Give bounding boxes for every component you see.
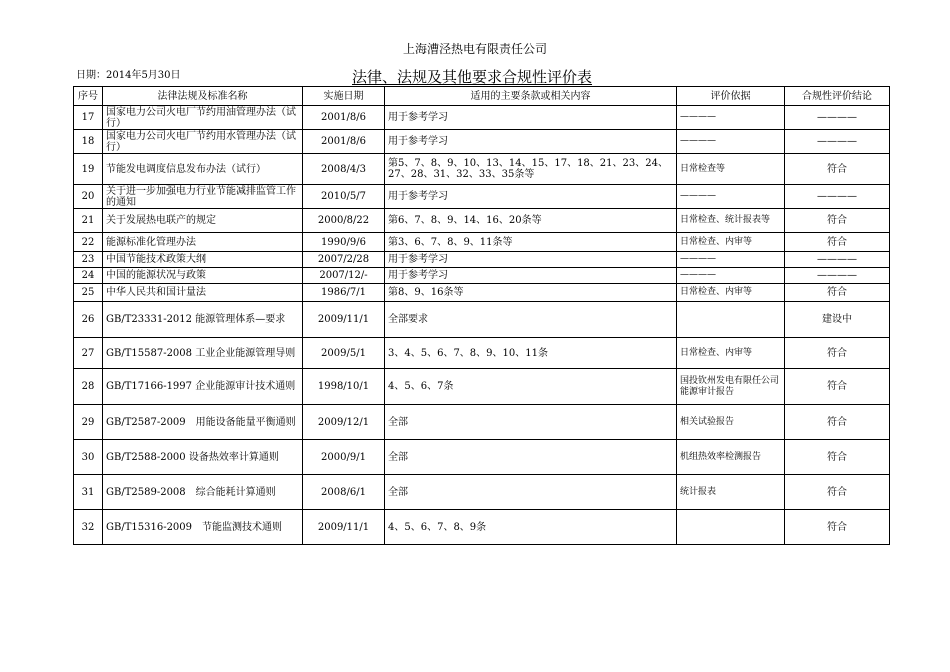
evaluation-basis: ———— — [677, 130, 785, 154]
evaluation-basis: ———— — [677, 106, 785, 130]
row-number: 32 — [74, 510, 103, 545]
applicable-clauses: 用于参考学习 — [385, 185, 677, 209]
company-name: 上海漕泾热电有限责任公司 — [402, 42, 547, 56]
column-header-result: 合规性评价结论 — [785, 87, 890, 106]
evaluation-basis: ———— — [677, 268, 785, 284]
applicable-clauses: 全部要求 — [385, 302, 677, 338]
regulation-name: 关于进一步加强电力行业节能减排监管工作的通知 — [103, 185, 303, 209]
applicable-clauses: 用于参考学习 — [385, 268, 677, 284]
table-row — [74, 130, 890, 154]
compliance-result: 符合 — [785, 154, 890, 185]
table-header-row — [74, 87, 890, 106]
row-number: 27 — [74, 338, 103, 369]
evaluation-basis: ———— — [677, 252, 785, 268]
applicable-clauses: 第3、6、7、8、9、11条等 — [385, 233, 677, 252]
table-row — [74, 302, 890, 338]
table-row — [74, 268, 890, 284]
evaluation-basis: 日常检查、内审等 — [677, 284, 785, 302]
compliance-result: 符合 — [785, 440, 890, 475]
effective-date: 2001/8/6 — [303, 106, 385, 130]
effective-date: 1990/9/6 — [303, 233, 385, 252]
evaluation-basis: 相关试验报告 — [677, 405, 785, 440]
evaluation-basis: 日常检查等 — [677, 154, 785, 185]
effective-date: 1986/7/1 — [303, 284, 385, 302]
regulation-name: 中国节能技术政策大纲 — [103, 252, 303, 268]
compliance-result: ———— — [785, 268, 890, 284]
row-number: 29 — [74, 405, 103, 440]
table-row — [74, 252, 890, 268]
compliance-result: 符合 — [785, 209, 890, 233]
regulation-name: GB/T23331-2012 能源管理体系—要求 — [103, 302, 303, 338]
regulation-name: 关于发展热电联产的规定 — [103, 209, 303, 233]
document-title: 法律、法规及其他要求合规性评价表 — [352, 68, 593, 86]
compliance-result: 符合 — [785, 284, 890, 302]
evaluation-basis: 日常检查、内审等 — [677, 338, 785, 369]
effective-date: 1998/10/1 — [303, 369, 385, 405]
applicable-clauses: 全部 — [385, 405, 677, 440]
effective-date: 2001/8/6 — [303, 130, 385, 154]
table-row — [74, 510, 890, 545]
effective-date: 2010/5/7 — [303, 185, 385, 209]
regulation-name: GB/T15316-2009 节能监测技术通则 — [103, 510, 303, 545]
row-number: 17 — [74, 106, 103, 130]
evaluation-basis: 日常检查、统计报表等 — [677, 209, 785, 233]
table-row — [74, 369, 890, 405]
compliance-result: ———— — [785, 185, 890, 209]
table-row — [74, 209, 890, 233]
regulation-name: 国家电力公司火电厂节约用油管理办法（试行） — [103, 106, 303, 130]
compliance-result: 符合 — [785, 338, 890, 369]
regulation-name: GB/T15587-2008 工业企业能源管理导则 — [103, 338, 303, 369]
effective-date: 2009/5/1 — [303, 338, 385, 369]
column-header-date: 实施日期 — [303, 87, 385, 106]
table-row — [74, 440, 890, 475]
column-header-no: 序号 — [74, 87, 103, 106]
regulation-name: 国家电力公司火电厂节约用水管理办法（试行） — [103, 130, 303, 154]
compliance-result: 符合 — [785, 369, 890, 405]
effective-date: 2009/12/1 — [303, 405, 385, 440]
row-number: 31 — [74, 475, 103, 510]
row-number: 30 — [74, 440, 103, 475]
table-row — [74, 284, 890, 302]
compliance-result: ———— — [785, 252, 890, 268]
applicable-clauses: 全部 — [385, 475, 677, 510]
evaluation-basis: 统计报表 — [677, 475, 785, 510]
table-row — [74, 233, 890, 252]
applicable-clauses: 第6、7、8、9、14、16、20条等 — [385, 209, 677, 233]
regulation-name: GB/T17166-1997 企业能源审计技术通则 — [103, 369, 303, 405]
effective-date: 2008/4/3 — [303, 154, 385, 185]
applicable-clauses: 4、5、6、7、8、9条 — [385, 510, 677, 545]
applicable-clauses: 第8、9、16条等 — [385, 284, 677, 302]
compliance-result: 建设中 — [785, 302, 890, 338]
regulation-name: 中国的能源状况与政策 — [103, 268, 303, 284]
report-date: 日期：2014年5月30日 — [76, 70, 181, 81]
effective-date: 2007/12/- — [303, 268, 385, 284]
applicable-clauses: 用于参考学习 — [385, 106, 677, 130]
table-row — [74, 405, 890, 440]
applicable-clauses: 用于参考学习 — [385, 130, 677, 154]
compliance-result: 符合 — [785, 405, 890, 440]
row-number: 24 — [74, 268, 103, 284]
row-number: 20 — [74, 185, 103, 209]
effective-date: 2009/11/1 — [303, 510, 385, 545]
table-body — [74, 106, 890, 545]
evaluation-basis: 机组热效率检测报告 — [677, 440, 785, 475]
row-number: 18 — [74, 130, 103, 154]
row-number: 21 — [74, 209, 103, 233]
table-row — [74, 106, 890, 130]
evaluation-basis: 日常检查、内审等 — [677, 233, 785, 252]
row-number: 19 — [74, 154, 103, 185]
table-row — [74, 154, 890, 185]
applicable-clauses: 全部 — [385, 440, 677, 475]
evaluation-basis — [677, 302, 785, 338]
compliance-result: ———— — [785, 106, 890, 130]
applicable-clauses: 用于参考学习 — [385, 252, 677, 268]
compliance-result: 符合 — [785, 510, 890, 545]
table-row — [74, 185, 890, 209]
column-header-name: 法律法规及标准名称 — [103, 87, 303, 106]
effective-date: 2007/2/28 — [303, 252, 385, 268]
applicable-clauses: 第5、7、8、9、10、13、14、15、17、18、21、23、24、27、28、31、32、33、35条等 — [385, 154, 677, 185]
row-number: 28 — [74, 369, 103, 405]
row-number: 22 — [74, 233, 103, 252]
effective-date: 2000/8/22 — [303, 209, 385, 233]
row-number: 26 — [74, 302, 103, 338]
regulation-name: 中华人民共和国计量法 — [103, 284, 303, 302]
applicable-clauses: 3、4、5、6、7、8、9、10、11条 — [385, 338, 677, 369]
effective-date: 2008/6/1 — [303, 475, 385, 510]
table-row — [74, 338, 890, 369]
evaluation-basis: 国投钦州发电有限任公司能源审计报告 — [677, 369, 785, 405]
row-number: 23 — [74, 252, 103, 268]
row-number: 25 — [74, 284, 103, 302]
compliance-result: ———— — [785, 130, 890, 154]
regulation-name: GB/T2589-2008 综合能耗计算通则 — [103, 475, 303, 510]
evaluation-basis: ———— — [677, 185, 785, 209]
regulation-name: 能源标准化管理办法 — [103, 233, 303, 252]
effective-date: 2009/11/1 — [303, 302, 385, 338]
evaluation-basis — [677, 510, 785, 545]
column-header-basis: 评价依据 — [677, 87, 785, 106]
column-header-clause: 适用的主要条款或相关内容 — [385, 87, 677, 106]
regulation-name: GB/T2588-2000 设备热效率计算通则 — [103, 440, 303, 475]
table-row — [74, 475, 890, 510]
regulation-name: 节能发电调度信息发布办法（试行） — [103, 154, 303, 185]
compliance-table — [73, 86, 890, 545]
compliance-result: 符合 — [785, 475, 890, 510]
effective-date: 2000/9/1 — [303, 440, 385, 475]
compliance-result: 符合 — [785, 233, 890, 252]
applicable-clauses: 4、5、6、7条 — [385, 369, 677, 405]
regulation-name: GB/T2587-2009 用能设备能量平衡通则 — [103, 405, 303, 440]
